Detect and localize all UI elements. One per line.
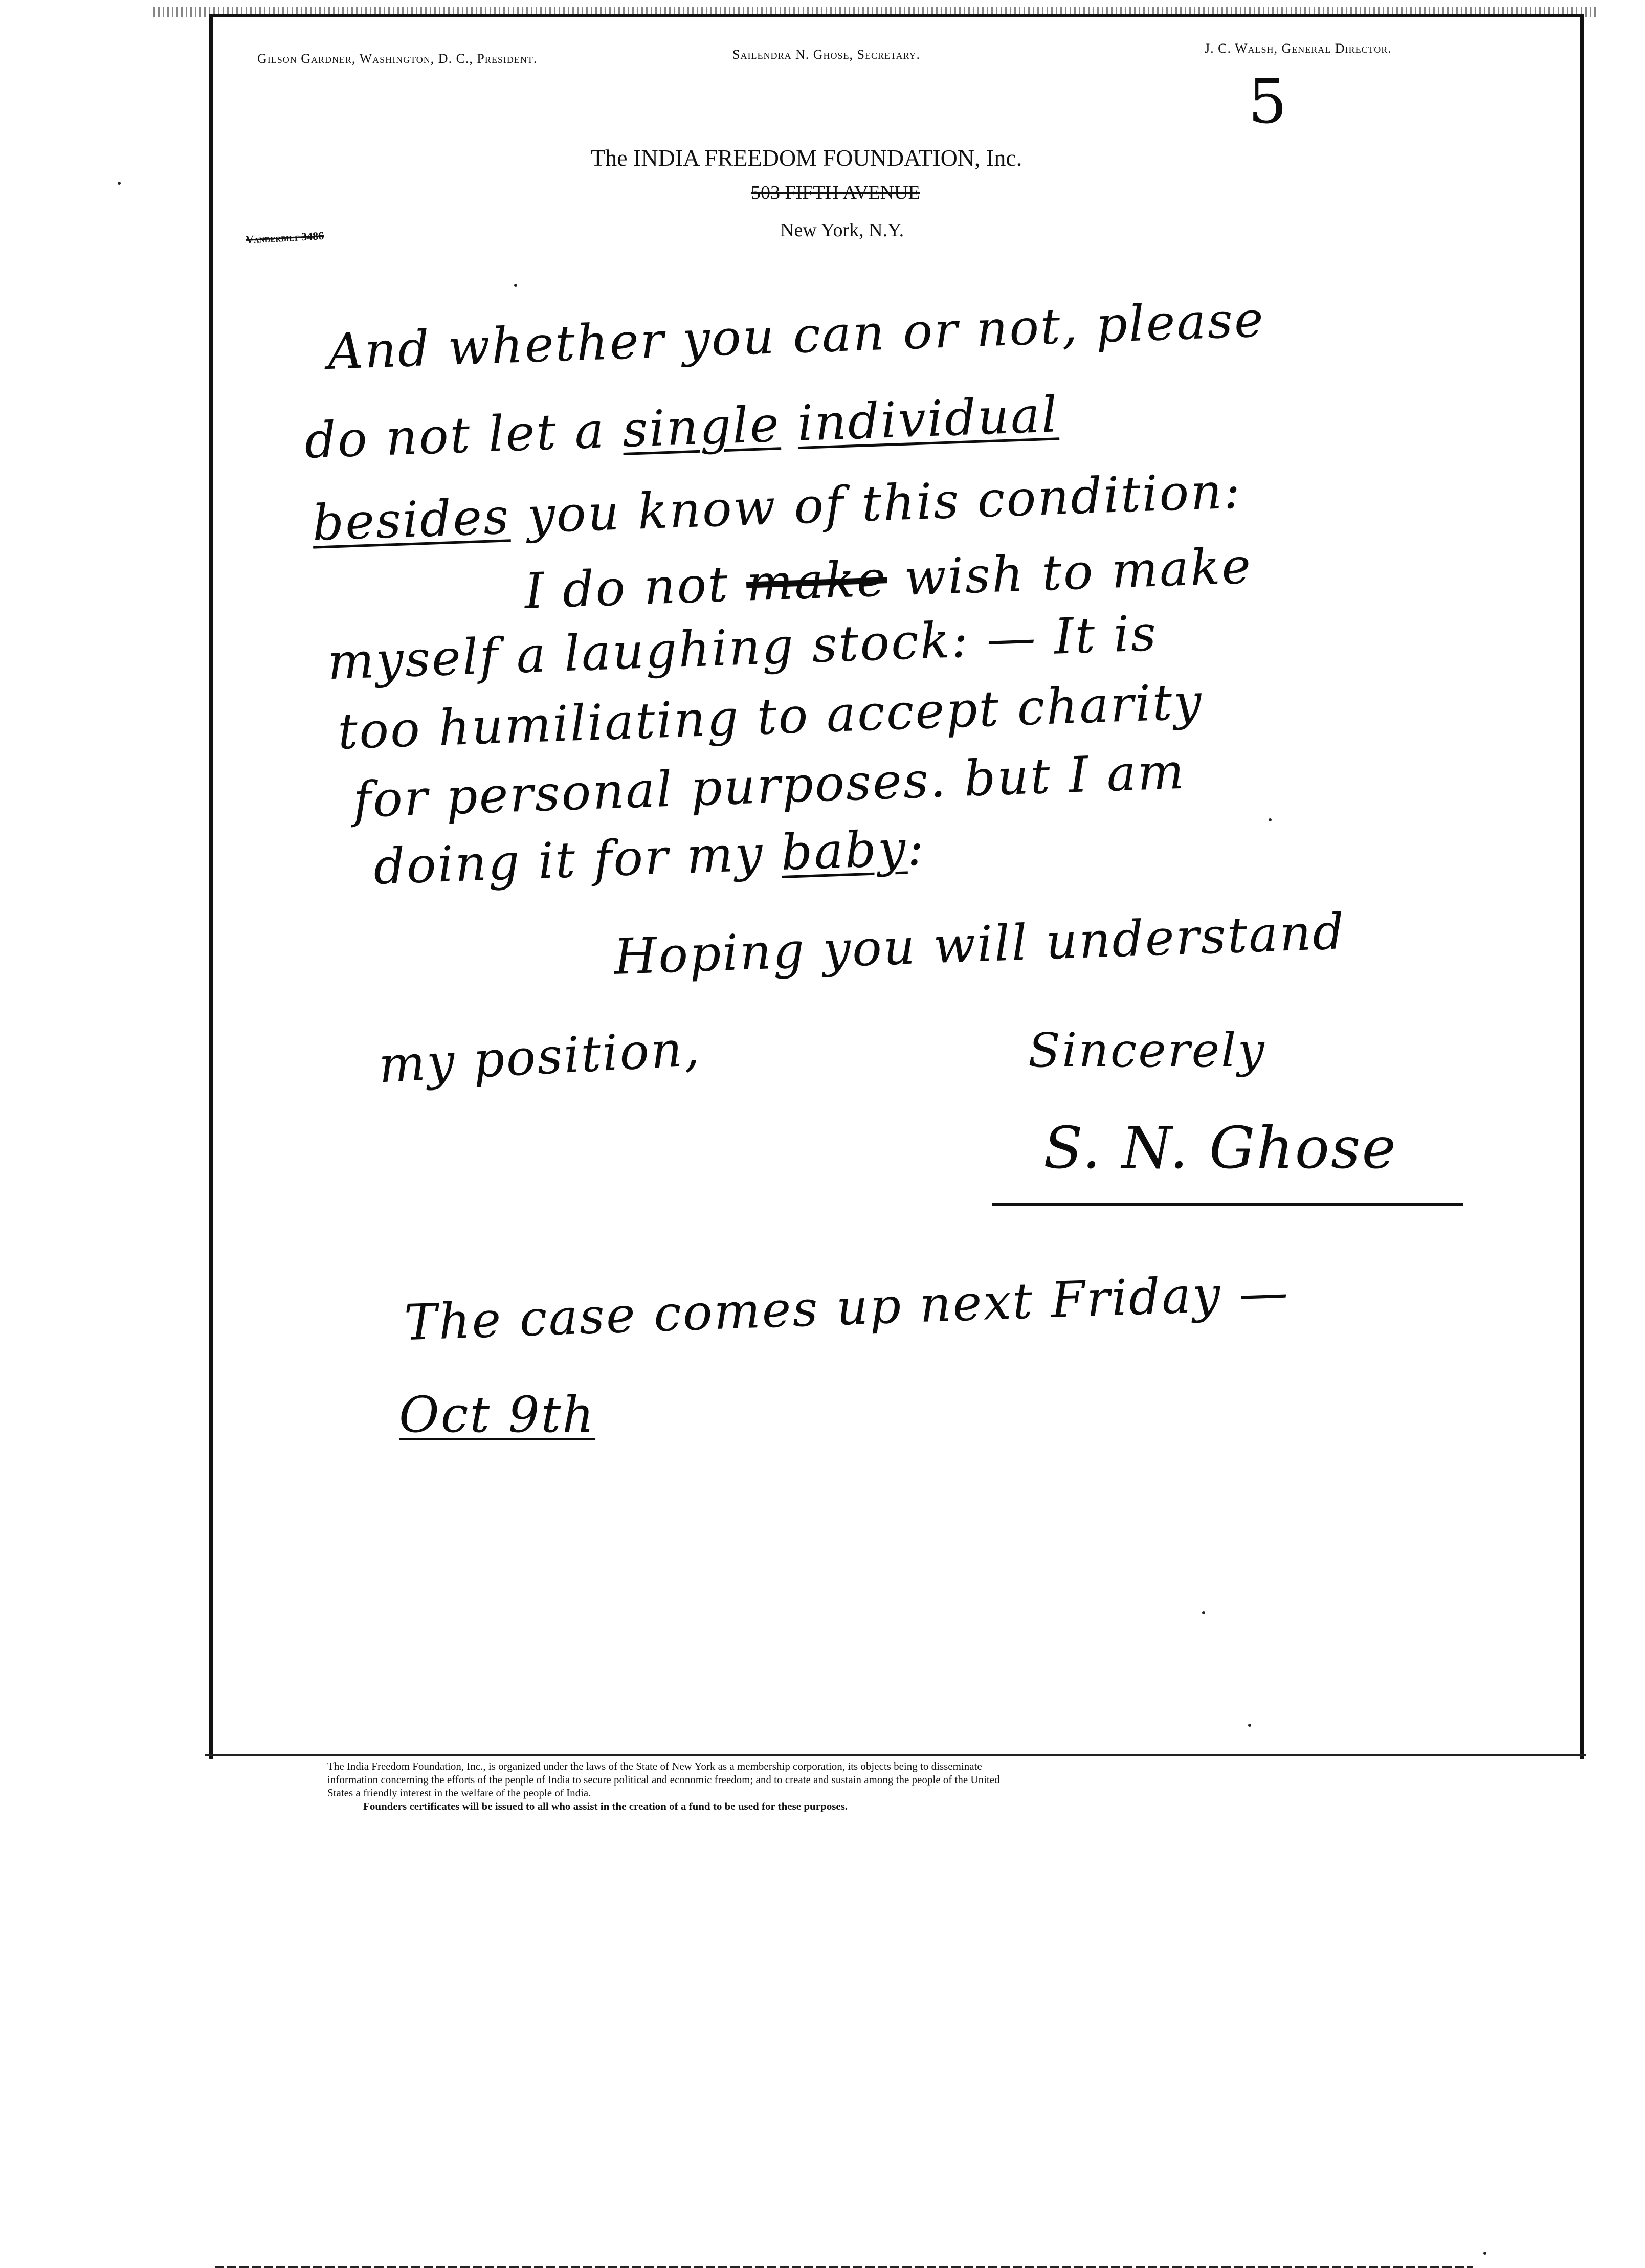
- postscript-date: Oct 9th: [399, 1386, 596, 1443]
- footer-line-3: States a friendly interest in the welfare of the people of India.: [327, 1787, 591, 1799]
- scan-speck: [1248, 1724, 1251, 1727]
- letter-line-2-start: do not let a: [303, 401, 624, 470]
- letterhead-secretary: Sailendra N. Ghose, Secretary.: [732, 47, 921, 62]
- footer-line-1: The India Freedom Foundation, Inc., is organized under the laws of the State of New York as a membership corporation, its objects being to disseminate: [327, 1760, 982, 1772]
- letter-line-10: my position,: [377, 1019, 702, 1094]
- scan-bottom-edge: [215, 2266, 1473, 2268]
- organization-city: New York, N.Y.: [780, 219, 904, 241]
- letter-line-3-rest: you know of this condition:: [509, 462, 1243, 545]
- footer-rule: [205, 1754, 1586, 1756]
- signature: S. N. Ghose: [1043, 1115, 1397, 1182]
- letter-line-8-start: doing it for my: [372, 824, 782, 896]
- postscript-line-1: The case comes up next Friday —: [403, 1263, 1291, 1352]
- page-number: 5: [1248, 66, 1289, 138]
- letter-line-6: too humiliating to accept charity: [337, 673, 1204, 761]
- struck-address: 503 FIFTH AVENUE: [751, 182, 920, 204]
- letter-closing: Sincerely: [1028, 1023, 1266, 1078]
- struck-word-make: make: [745, 550, 888, 612]
- word-individual: individual: [796, 386, 1060, 453]
- organization-name: The INDIA FREEDOM FOUNDATION, Inc.: [591, 145, 1022, 171]
- word-baby: baby: [780, 819, 908, 881]
- footer-line-4: Founders certificates will be issued to all who assist in the creation of a fund to be used for these purposes.: [363, 1800, 848, 1812]
- phone-number: Vanderbilt 3486: [245, 229, 324, 246]
- letterhead-director: J. C. Walsh, General Director.: [1205, 41, 1392, 56]
- letter-line-9: Hoping you will understand: [613, 903, 1347, 986]
- letter-line-1: And whether you can or not, please: [326, 291, 1266, 381]
- scan-speck: [1269, 818, 1272, 821]
- letter-line-7: for personal purposes. but I am: [352, 742, 1187, 829]
- letter-line-5: myself a laughing stock: — It is: [326, 604, 1159, 691]
- scan-speck: [514, 284, 517, 287]
- scan-speck: [1202, 1611, 1205, 1614]
- letter-line-8-end: :: [906, 819, 926, 877]
- letterhead-president: Gilson Gardner, Washington, D. C., President.: [257, 51, 538, 66]
- scan-speck: [118, 182, 121, 185]
- word-single: single: [621, 395, 782, 459]
- footer-notice: [327, 1760, 1463, 1813]
- word-space: [780, 395, 798, 453]
- letter-line-4-start: I do not: [523, 554, 748, 620]
- word-besides: besides: [311, 487, 512, 552]
- footer-line-2: information concerning the efforts of the people of India to secure political and economic freedom; and to create and sustain among the people of the United: [327, 1773, 1000, 1786]
- scan-speck: [1483, 2252, 1486, 2255]
- letter-line-4-end: wish to make: [886, 537, 1253, 608]
- signature-rule: [992, 1203, 1463, 1206]
